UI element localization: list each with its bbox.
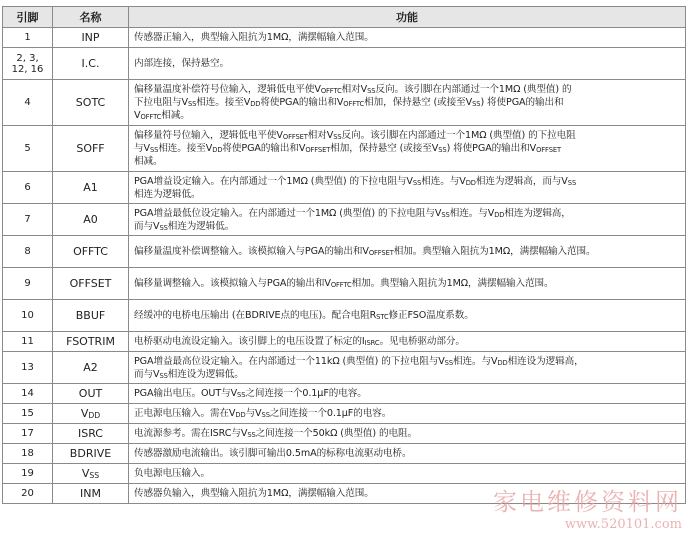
pin-name-text: INP bbox=[81, 31, 100, 44]
pin-function-text: 传感器负输入，典型输入阻抗为1MΩ，满摆幅输入范围。 bbox=[134, 488, 374, 499]
pin-function-text: 电流源参考。需在ISRC与$V_{SS}$之间连接一个50kΩ (典型值) 的电阻。 bbox=[134, 428, 417, 439]
pin-name bbox=[53, 28, 129, 48]
pin-name bbox=[53, 484, 129, 504]
table-row bbox=[3, 404, 686, 424]
pin-number-text: 13 bbox=[21, 362, 34, 373]
pin-function bbox=[129, 48, 686, 80]
pin-function bbox=[129, 80, 686, 126]
pin-function-text: 内部连接，保持悬空。 bbox=[134, 58, 229, 69]
pin-function bbox=[129, 352, 686, 384]
pin-name bbox=[53, 424, 129, 444]
pin-number bbox=[3, 384, 53, 404]
pin-name bbox=[53, 236, 129, 268]
pin-name bbox=[53, 332, 129, 352]
table-row bbox=[3, 300, 686, 332]
pin-number-text: 17 bbox=[21, 428, 34, 439]
pin-name bbox=[53, 352, 129, 384]
pin-function-text: 偏移量温度补偿调整输入。该模拟输入与PGA的输出和$V_{OFFSET}$相加。典型输入阻抗为1MΩ，满摆幅输入范围。 bbox=[134, 246, 596, 257]
pin-number bbox=[3, 268, 53, 300]
pin-number-text: 8 bbox=[24, 246, 31, 257]
pin-number-text: 6 bbox=[24, 182, 31, 193]
pin-function bbox=[129, 126, 686, 172]
pin-function-text: PGA增益最低位设定输入。在内部通过一个1MΩ (典型值) 的下拉电阻与$V_{SS}$相连。与$V_{DD}$相连为逻辑高， 而与$V_{SS}$相连为逻辑低。 bbox=[134, 207, 571, 232]
pin-function bbox=[129, 444, 686, 464]
watermark-site-name: 家电维修资料网 bbox=[493, 488, 682, 516]
table-row bbox=[3, 268, 686, 300]
pin-function-text: 偏移量调整输入。该模拟输入与PGA的输出和$V_{OFFTC}$相加。典型输入阻抗为1MΩ，满摆幅输入范围。 bbox=[134, 278, 554, 289]
pin-function-text: 偏移量符号位输入，逻辑低电平使$V_{OFFSET}$相对$V_{SS}$反向。该引脚在内部通过一个1MΩ (典型值) 的下拉电阻 与$V_{SS}$相连。接至$V_{DD}$将使PGA的输出和$V_{OFFSET}$相加，保持悬空 (或接至$V_{SS}$) 将使PGA的输出和$V_{OFFSET}$ 相减。 bbox=[134, 130, 576, 167]
pin-name-text: SOTC bbox=[75, 96, 106, 109]
pin-function-text: 负电源电压输入。 bbox=[134, 468, 210, 479]
pin-function-text: 经缓冲的电桥电压输出 (在BDRIVE点的电压)。配合电阻$R_{STC}$修正FSO温度系数。 bbox=[134, 310, 474, 321]
pin-number-text: 1 bbox=[24, 32, 31, 43]
pin-number bbox=[3, 424, 53, 444]
pin-function-text: 偏移量温度补偿符号位输入，逻辑低电平使$V_{OFFTC}$相对$V_{SS}$反向。该引脚在内部通过一个1MΩ (典型值) 的 下拉电阻与$V_{SS}$相连。接至$V_{DD}$将使PGA的输出和$V_{OFFTC}$相加，保持悬空 (或接至$V_{SS}$) 将使PGA的输出和 $V_{OFFTC}$相减。 bbox=[134, 84, 572, 121]
pin-number bbox=[3, 444, 53, 464]
pin-name bbox=[53, 172, 129, 204]
pin-name bbox=[53, 464, 129, 484]
pin-number-text: 4 bbox=[24, 97, 31, 108]
pin-function bbox=[129, 384, 686, 404]
pin-name-text: BDRIVE bbox=[69, 447, 112, 460]
table-row bbox=[3, 484, 686, 504]
pin-number bbox=[3, 332, 53, 352]
pin-rows bbox=[3, 28, 686, 504]
pin-number bbox=[3, 80, 53, 126]
pin-name bbox=[53, 268, 129, 300]
pin-name-text: ISRC bbox=[77, 427, 103, 440]
pin-number-text: 10 bbox=[21, 310, 34, 321]
pin-number bbox=[3, 48, 53, 80]
pin-name-text: $V_{DD}$ bbox=[80, 407, 101, 421]
pin-function-table bbox=[2, 6, 686, 504]
pin-function-text: 传感器正输入，典型输入阻抗为1MΩ，满摆幅输入范围。 bbox=[134, 32, 374, 43]
pin-function bbox=[129, 172, 686, 204]
pin-number bbox=[3, 300, 53, 332]
pin-function bbox=[129, 332, 686, 352]
pin-number-text: 7 bbox=[24, 214, 31, 225]
table-row bbox=[3, 332, 686, 352]
pin-name-text: $V_{SS}$ bbox=[81, 467, 100, 481]
pin-number bbox=[3, 464, 53, 484]
pin-function bbox=[129, 236, 686, 268]
pin-number bbox=[3, 484, 53, 504]
pin-function bbox=[129, 28, 686, 48]
pin-name-text: I.C. bbox=[81, 57, 100, 70]
pin-name-text: OUT bbox=[78, 387, 103, 400]
pin-number-text: 14 bbox=[21, 388, 34, 399]
table-row bbox=[3, 204, 686, 236]
pin-name bbox=[53, 404, 129, 424]
table-row bbox=[3, 126, 686, 172]
pin-name-text: FSOTRIM bbox=[66, 335, 115, 348]
pin-function-text: 正电源电压输入。需在$V_{DD}$与$V_{SS}$之间连接一个0.1μF的电容。 bbox=[134, 408, 392, 419]
pin-name-text: OFFTC bbox=[73, 245, 108, 258]
pin-number-text: 15 bbox=[21, 408, 34, 419]
pin-name-text: BBUF bbox=[75, 309, 106, 322]
watermark-url: www.520101.com bbox=[564, 517, 682, 532]
pin-name-text: OFFSET bbox=[69, 277, 112, 290]
pin-number-text: 2, 3, 12, 16 bbox=[11, 52, 44, 75]
pin-function bbox=[129, 268, 686, 300]
pin-number-text: 9 bbox=[24, 278, 31, 289]
pin-function-text: PGA输出电压。OUT与$V_{SS}$之间连接一个0.1μF的电容。 bbox=[134, 388, 367, 399]
pin-name bbox=[53, 444, 129, 464]
pin-function bbox=[129, 484, 686, 504]
pin-name bbox=[53, 384, 129, 404]
pin-function-text: PGA增益最高位设定输入。在内部通过一个11kΩ (典型值) 的下拉电阻与$V_{SS}$相连。与$V_{DD}$相连设为逻辑高， 而与$V_{SS}$相连设为逻辑低。 bbox=[134, 355, 584, 380]
pin-name bbox=[53, 80, 129, 126]
pin-name bbox=[53, 300, 129, 332]
pin-function-text: 电桥驱动电流设定输入。该引脚上的电压设置了标定的$I_{ISRC}$。见电桥驱动部分。 bbox=[134, 336, 465, 347]
table-row bbox=[3, 444, 686, 464]
pin-name bbox=[53, 48, 129, 80]
pin-number-text: 18 bbox=[21, 448, 34, 459]
table-header-row bbox=[3, 7, 686, 28]
pin-function bbox=[129, 204, 686, 236]
pin-number bbox=[3, 352, 53, 384]
pin-number bbox=[3, 404, 53, 424]
pin-number bbox=[3, 28, 53, 48]
pin-number bbox=[3, 236, 53, 268]
pin-name-text: SOFF bbox=[76, 142, 105, 155]
table-row bbox=[3, 424, 686, 444]
pin-name-text: A0 bbox=[83, 213, 98, 226]
pin-name-text: INM bbox=[80, 487, 101, 500]
pin-number-text: 5 bbox=[24, 143, 31, 154]
header-pin: 引脚 bbox=[3, 7, 53, 28]
pin-number bbox=[3, 126, 53, 172]
table-row bbox=[3, 464, 686, 484]
pin-function bbox=[129, 464, 686, 484]
table-row bbox=[3, 48, 686, 80]
pin-function bbox=[129, 404, 686, 424]
header-name: 名称 bbox=[53, 7, 129, 28]
table-row bbox=[3, 236, 686, 268]
table-row bbox=[3, 28, 686, 48]
header-function: 功能 bbox=[129, 7, 686, 28]
pin-number-text: 19 bbox=[21, 468, 34, 479]
pin-number-text: 11 bbox=[21, 336, 34, 347]
pin-name-text: A2 bbox=[83, 361, 98, 374]
table-row bbox=[3, 352, 686, 384]
table-row bbox=[3, 80, 686, 126]
pin-name-text: A1 bbox=[83, 181, 98, 194]
pin-number bbox=[3, 172, 53, 204]
table-row bbox=[3, 172, 686, 204]
pin-name bbox=[53, 204, 129, 236]
pin-function bbox=[129, 300, 686, 332]
pin-function-text: 传感器激励电流输出。该引脚可输出0.5mA的标称电流驱动电桥。 bbox=[134, 448, 412, 459]
table-row bbox=[3, 384, 686, 404]
pin-number bbox=[3, 204, 53, 236]
pin-name bbox=[53, 126, 129, 172]
pin-function bbox=[129, 424, 686, 444]
pin-function-text: PGA增益设定输入。在内部通过一个1MΩ (典型值) 的下拉电阻与$V_{SS}$相连。与$V_{DD}$相连为逻辑高，而与$V_{SS}$ 相连为逻辑低。 bbox=[134, 175, 577, 200]
pin-number-text: 20 bbox=[21, 488, 34, 499]
